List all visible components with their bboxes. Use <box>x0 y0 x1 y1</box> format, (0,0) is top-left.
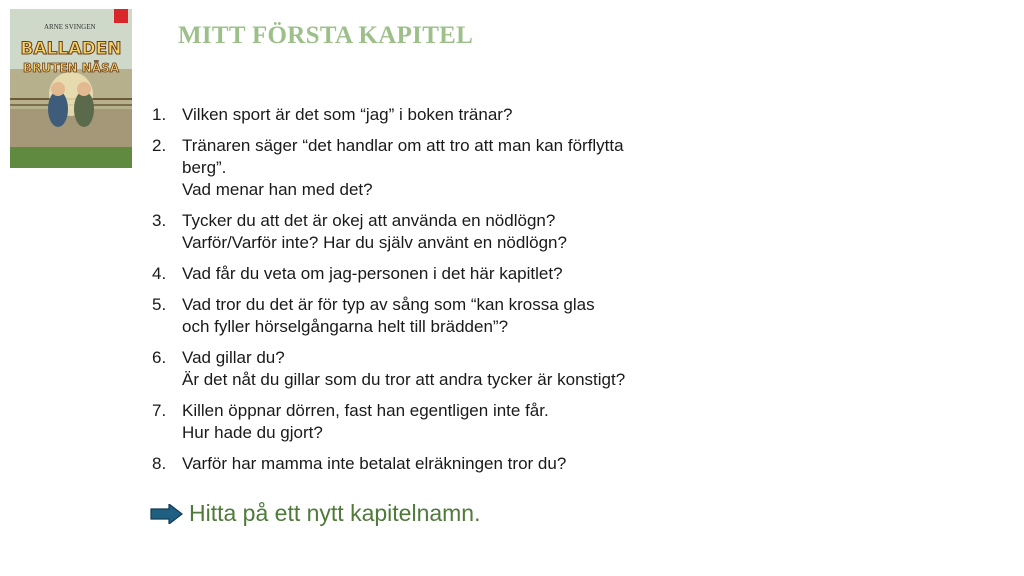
question-line: Hur hade du gjort? <box>182 423 323 442</box>
question-line: Varför har mamma inte betalat elräkningen tror du? <box>182 454 567 473</box>
question-line: Vad tror du det är för typ av sång som “kan krossa glas <box>182 295 595 314</box>
question-text <box>182 294 595 338</box>
question-item <box>152 294 712 338</box>
question-line: Vad menar han med det? <box>182 180 373 199</box>
question-item <box>152 263 712 285</box>
question-item <box>152 347 712 391</box>
book-cover-image <box>10 9 132 168</box>
question-item <box>152 400 712 444</box>
question-number: 2. <box>152 136 167 155</box>
cover-title-line1: BALLADEN <box>20 39 122 59</box>
question-number: 1. <box>152 105 167 124</box>
question-line: Vad får du veta om jag-personen i det här kapitlet? <box>182 264 563 283</box>
question-number: 4. <box>152 264 167 283</box>
question-number: 7. <box>152 401 167 420</box>
question-number: 3. <box>152 211 167 230</box>
question-line: Vad gillar du? <box>182 348 285 367</box>
question-text <box>182 347 625 391</box>
question-list <box>152 104 712 484</box>
question-line: Tycker du att det är okej att använda en nödlögn? <box>182 211 556 230</box>
page-title: MITT FÖRSTA KAPITEL <box>178 22 474 49</box>
question-text <box>182 400 549 444</box>
question-item <box>152 104 712 126</box>
question-line: Varför/Varför inte? Har du själv använt en nödlögn? <box>182 233 567 252</box>
question-line: berg”. <box>182 158 227 177</box>
question-text <box>182 263 563 285</box>
question-item <box>152 135 712 201</box>
arrow-right-icon <box>150 504 183 524</box>
question-text <box>182 104 512 126</box>
question-number: 5. <box>152 295 167 314</box>
question-line: Är det nåt du gillar som du tror att andra tycker är konstigt? <box>182 370 626 389</box>
task-text: Hitta på ett nytt kapitelnamn. <box>189 500 481 526</box>
question-number: 6. <box>152 348 167 367</box>
question-line: Killen öppnar dörren, fast han egentligen inte får. <box>182 401 549 420</box>
question-text <box>182 135 624 201</box>
task-row <box>150 500 481 527</box>
question-text <box>182 210 567 254</box>
question-number: 8. <box>152 454 167 473</box>
cover-title-line2: BRUTEN NÄSA <box>23 61 119 75</box>
question-item <box>152 453 712 475</box>
question-item <box>152 210 712 254</box>
question-line: och fyller hörselgångarna helt till brädden”? <box>182 317 509 336</box>
question-line: Vilken sport är det som “jag” i boken tränar? <box>182 105 513 124</box>
question-line: Tränaren säger “det handlar om att tro att man kan förflytta <box>182 136 624 155</box>
question-text <box>182 453 566 475</box>
cover-author: ARNE SVINGEN <box>44 23 96 31</box>
